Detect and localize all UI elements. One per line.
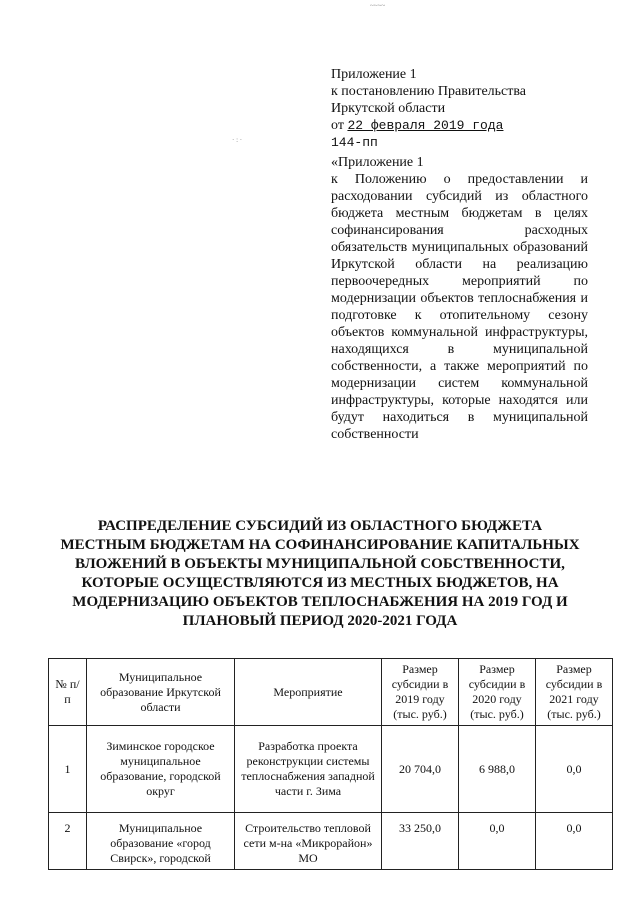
cell-num: 1 [49, 726, 87, 813]
table-row [49, 813, 613, 870]
regulation-text: к Положению о предоставлении и расходовании субсидий из областного бюджета местным бюджетам в целях софинансирования расходных обязательств муниципальных образований Иркутской области на реализацию первоочередных мероприятий по модернизации объектов теплоснабжения и подготовке к отопительному сезону объектов коммунальной инфраструктуры, находящихся в муниципальной собственности, а также мероприятий по модернизации систем коммунальной инфраструктуры, которые находятся или будут находиться в муниципальной собственности [331, 172, 588, 442]
cell-activity: Строительство тепловой сети м-на «Микрорайон» МО [235, 813, 382, 870]
cell-2019: 33 250,0 [382, 813, 459, 870]
scan-mark-left: · : · [232, 136, 243, 144]
header-2020: Размер субсидии в 2020 году (тыс. руб.) [459, 659, 536, 726]
regulation-title: «Приложение 1 [331, 155, 424, 170]
cell-municipality: Зиминское городское муниципальное образование, городской округ [87, 726, 235, 813]
appendix-line-3: Иркутской области [331, 101, 446, 116]
resolution-number: 144-пп [331, 135, 378, 150]
cell-2019: 20 704,0 [382, 726, 459, 813]
cell-activity: Разработка проекта реконструкции системы теплоснабжения западной части г. Зима [235, 726, 382, 813]
header-2019: Размер субсидии в 2019 году (тыс. руб.) [382, 659, 459, 726]
cell-num: 2 [49, 813, 87, 870]
regulation-reference [331, 154, 588, 443]
table-row [49, 726, 613, 813]
cell-2020: 6 988,0 [459, 726, 536, 813]
appendix-date-line [331, 117, 591, 134]
cell-2021: 0,0 [536, 813, 613, 870]
appendix-header [331, 66, 591, 151]
appendix-line-1: Приложение 1 [331, 67, 417, 82]
subsidy-table [48, 658, 613, 870]
header-activity: Мероприятие [235, 659, 382, 726]
cell-municipality: Муниципальное образование «город Свирск», городской [87, 813, 235, 870]
scan-mark-top: ~~~~ [370, 2, 386, 10]
cell-2020: 0,0 [459, 813, 536, 870]
appendix-line-2: к постановлению Правительства [331, 84, 527, 99]
header-num: № п/п [49, 659, 87, 726]
document-title: РАСПРЕДЕЛЕНИЕ СУБСИДИЙ ИЗ ОБЛАСТНОГО БЮДЖЕТА МЕСТНЫМ БЮДЖЕТАМ НА СОФИНАНСИРОВАНИЕ КАПИТАЛЬНЫХ ВЛОЖЕНИЙ В ОБЪЕКТЫ МУНИЦИПАЛЬНОЙ СОБСТВЕННОСТИ, КОТОРЫЕ ОСУЩЕСТВЛЯЮТСЯ ИЗ МЕСТНЫХ БЮДЖЕТОВ, НА МОДЕРНИЗАЦИЮ ОБЪЕКТОВ ТЕПЛОСНАБЖЕНИЯ НА 2019 ГОД И ПЛАНОВЫЙ ПЕРИОД 2020-2021 ГОДА [60, 518, 580, 629]
date-prefix: от [331, 118, 344, 133]
date-value: 22 февраля 2019 года [347, 118, 504, 133]
header-2021: Размер субсидии в 2021 году (тыс. руб.) [536, 659, 613, 726]
header-municipality: Муниципальное образование Иркутской области [87, 659, 235, 726]
cell-2021: 0,0 [536, 726, 613, 813]
table-header-row [49, 659, 613, 726]
